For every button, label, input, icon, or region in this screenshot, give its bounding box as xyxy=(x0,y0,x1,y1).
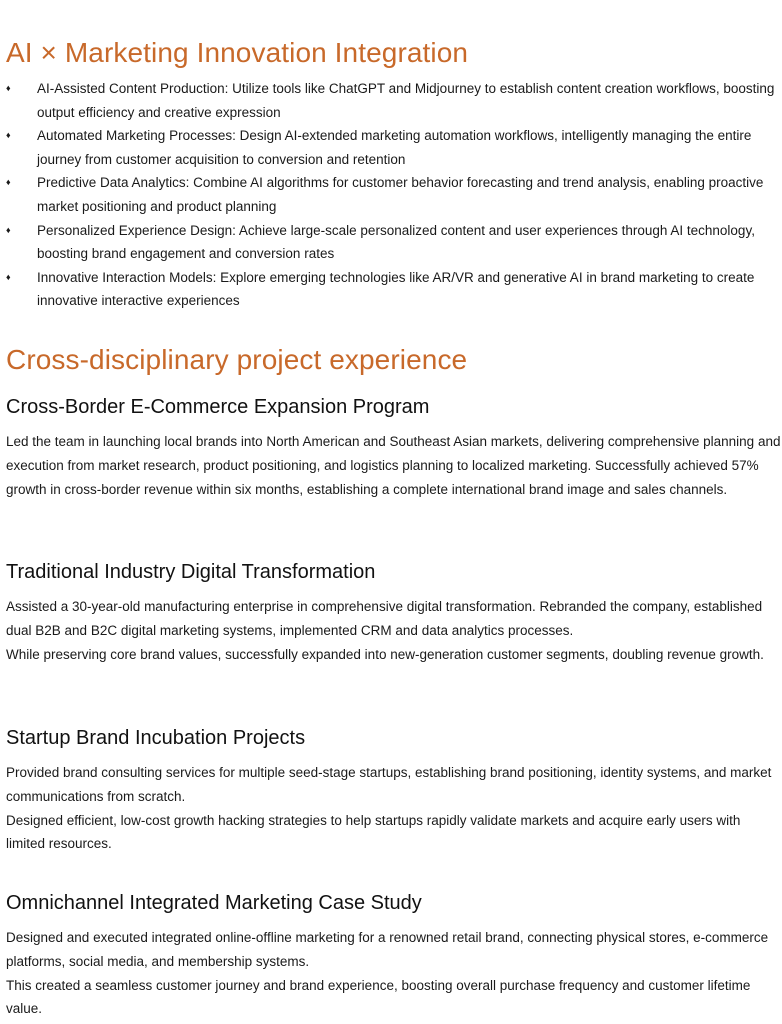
projects-heading: Cross-disciplinary project experience xyxy=(6,344,468,375)
list-item-text: Predictive Data Analytics: Combine AI algorithms for customer behavior forecasting and trend analysis, enabling proactive market positioning and product planning xyxy=(37,175,764,214)
project-paragraph: Designed and executed integrated online-offline marketing for a renowned retail brand, connecting physical stores, e-commerce platforms, social media, and membership systems. xyxy=(6,930,769,969)
project-title: Traditional Industry Digital Transformation xyxy=(6,561,376,583)
project-paragraph: Led the team in launching local brands into North American and Southeast Asian markets, delivering comprehensive planning and execution from market research, product positioning, and logistics planning to localized marketing. Successfully achieved 57% growth in cross-border revenue within six months, establishing a complete international brand image and sales channels. xyxy=(6,434,781,497)
project-paragraph: Provided brand consulting services for multiple seed-stage startups, establishing brand positioning, identity systems, and market communications from scratch. xyxy=(6,765,772,804)
project-paragraph: While preserving core brand values, successfully expanded into new-generation customer segments, doubling revenue growth. xyxy=(6,646,764,662)
list-item-text: Personalized Experience Design: Achieve large-scale personalized content and user experiences through AI technology, boosting brand engagement and conversion rates xyxy=(37,222,755,262)
project-omnichannel xyxy=(6,890,782,1021)
diamond-bullet-icon: ♦ xyxy=(6,224,11,235)
list-item xyxy=(6,77,778,124)
list-item-text: Innovative Interaction Models: Explore emerging technologies like AR/VR and generative AI in brand marketing to create innovative interactive experiences xyxy=(37,269,755,309)
ai-marketing-heading: AI × Marketing Innovation Integration xyxy=(6,37,469,68)
project-startup-incubation xyxy=(6,725,782,856)
ai-bullet-list xyxy=(6,77,778,313)
project-title: Startup Brand Incubation Projects xyxy=(6,727,306,749)
list-item xyxy=(6,266,778,313)
list-item-text: Automated Marketing Processes: Design AI-extended marketing automation workflows, intelligently managing the entire journey from customer acquisition to conversion and retention xyxy=(37,128,752,167)
list-item xyxy=(6,171,778,218)
project-paragraph: Assisted a 30-year-old manufacturing enterprise in comprehensive digital transformation. Rebranded the company, established dual B2B and B2C digital marketing systems, implemented CRM and data analytics processes. xyxy=(6,599,763,638)
list-item xyxy=(6,124,778,171)
project-title: Omnichannel Integrated Marketing Case Study xyxy=(6,892,422,914)
project-paragraph: Designed efficient, low-cost growth hacking strategies to help startups rapidly validate markets and acquire early users with limited resources. xyxy=(6,812,741,852)
diamond-bullet-icon: ♦ xyxy=(6,271,11,282)
project-title: Cross-Border E-Commerce Expansion Program xyxy=(6,396,430,418)
diamond-bullet-icon: ♦ xyxy=(6,177,11,188)
diamond-bullet-icon: ♦ xyxy=(6,130,11,141)
diamond-bullet-icon: ♦ xyxy=(6,83,11,93)
project-cross-border xyxy=(6,394,782,501)
project-digital-transformation xyxy=(6,559,782,666)
list-item-text: AI-Assisted Content Production: Utilize tools like ChatGPT and Midjourney to establish content creation workflows, boosting output efficiency and creative expression xyxy=(37,81,775,120)
project-paragraph: This created a seamless customer journey and brand experience, boosting overall purchase frequency and customer lifetime value. xyxy=(6,977,751,1017)
list-item xyxy=(6,219,778,266)
